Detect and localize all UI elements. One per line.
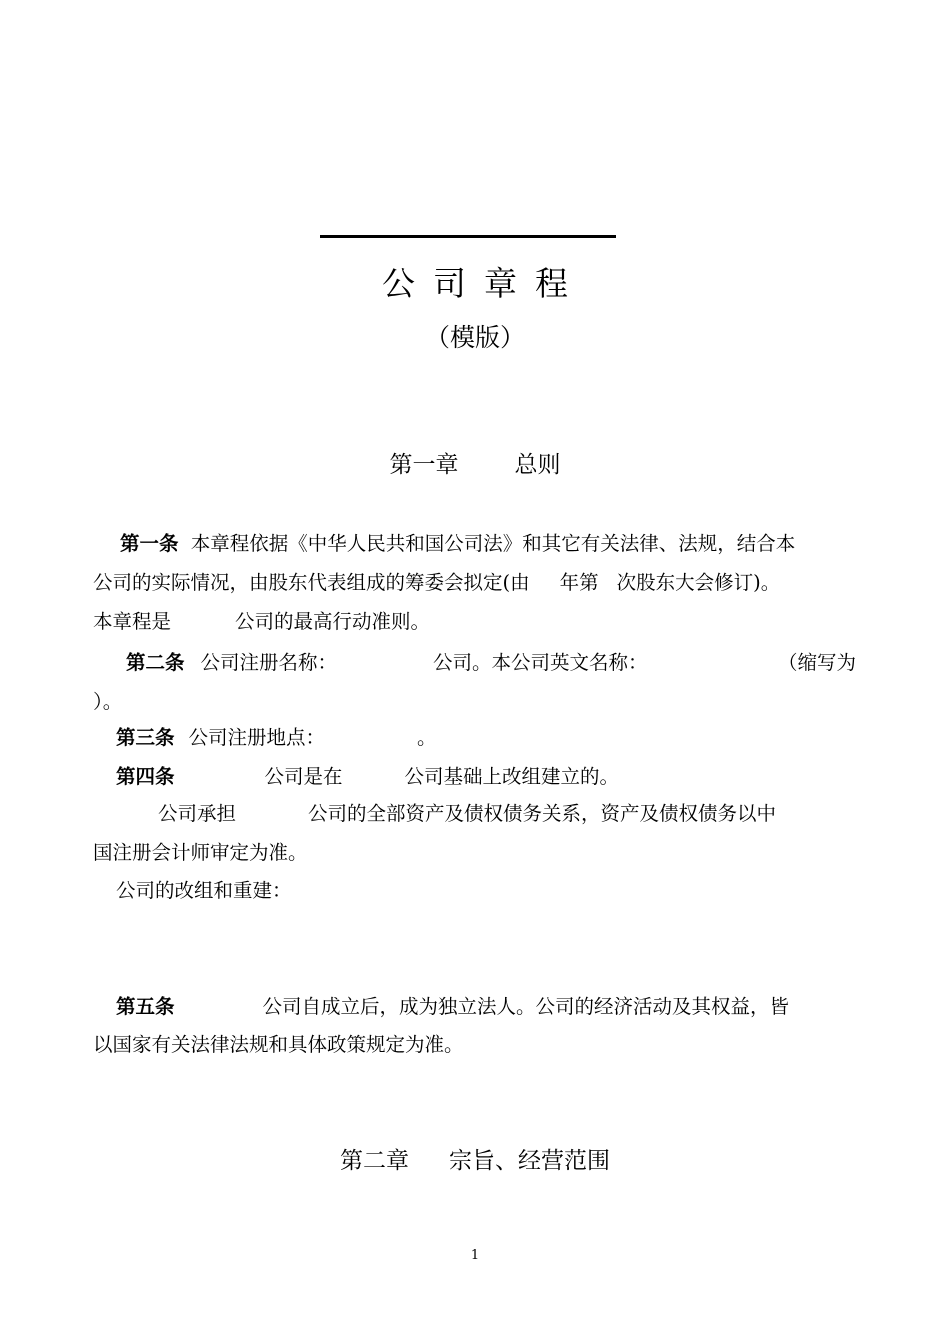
article-1-text-2c: 次股东大会修订)。 — [616, 571, 781, 594]
article-1-text-2b: 年第 — [559, 571, 599, 594]
title-rule — [320, 235, 616, 238]
article-1-text-2a: 公司的实际情况，由股东代表组成的筹委会拟定(由 — [93, 571, 530, 594]
article-1-text-1: 本章程依据《中华人民共和国公司法》和其它有关法律、法规，结合本 — [190, 532, 796, 555]
article-1-label: 第一条 — [120, 532, 179, 555]
chapter-2-number: 第二章 — [340, 1148, 409, 1174]
article-5-line-1 — [116, 991, 789, 1019]
chapter-2-name: 宗旨、经营范围 — [449, 1148, 610, 1174]
article-4-text-2a: 公司承担 — [158, 802, 237, 825]
article-4-text-1b: 公司基础上改组建立的。 — [404, 765, 620, 788]
article-1-line-2 — [93, 567, 780, 595]
document-title: 公司章程 — [382, 264, 586, 303]
article-3-text-a: 公司注册地点： — [188, 726, 326, 749]
chapter-1-heading — [0, 446, 950, 479]
chapter-1-number: 第一章 — [389, 452, 459, 478]
article-5-label: 第五条 — [116, 995, 175, 1018]
article-2-label: 第二条 — [126, 651, 185, 674]
article-2-line-2: ）。 — [93, 690, 123, 713]
article-4-line-4: 公司的改组和重建： — [116, 879, 292, 902]
article-3-text-b: 。 — [417, 726, 437, 749]
page-number: 1 — [470, 1248, 480, 1263]
article-4-text-1a: 公司是在 — [264, 765, 343, 788]
article-4-label: 第四条 — [116, 765, 175, 788]
article-1-line-1 — [120, 528, 795, 556]
article-4-text-2b: 公司的全部资产及债权债务关系，资产及债权债务以中 — [308, 802, 777, 825]
document-subtitle: （模版） — [424, 323, 525, 352]
chapter-2-heading — [0, 1142, 950, 1175]
article-1-text-3a: 本章程是 — [93, 610, 172, 633]
article-2-text-1b: 公司。本公司英文名称： — [433, 651, 648, 674]
chapter-1-name: 总则 — [514, 452, 561, 478]
article-4-line-2 — [158, 798, 776, 826]
article-4-line-1 — [116, 761, 619, 789]
article-1-text-3b: 公司的最高行动准则。 — [235, 610, 431, 633]
article-2-line-1-tail: （缩写为 — [778, 651, 857, 674]
article-5-line-2: 以国家有关法律法规和具体政策规定为准。 — [93, 1033, 464, 1056]
article-2-text-1a: 公司注册名称： — [200, 651, 338, 674]
article-2-line-1 — [126, 647, 648, 675]
article-3-line — [116, 722, 437, 750]
article-5-text-1: 公司自成立后，成为独立法人。公司的经济活动及其权益，皆 — [262, 995, 790, 1018]
article-4-line-3: 国注册会计师审定为准。 — [93, 841, 308, 864]
article-3-label: 第三条 — [116, 726, 175, 749]
article-1-line-3 — [93, 606, 430, 634]
